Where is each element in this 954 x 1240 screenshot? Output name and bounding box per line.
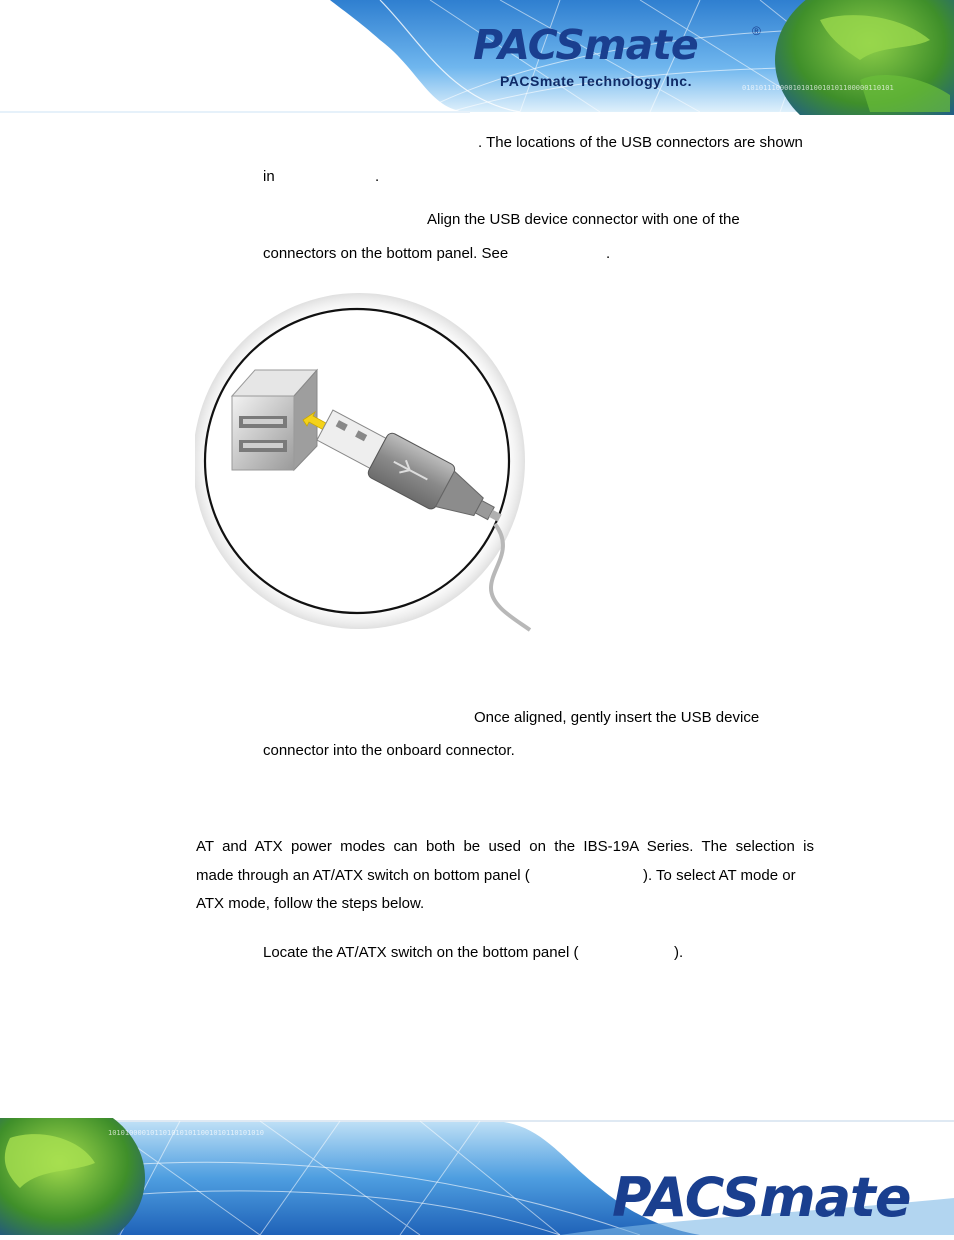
step-usb-insert-line1: Once aligned, gently insert the USB device [474, 709, 760, 726]
power-mode-paragraph-line2a: made through an AT/ATX switch on bottom panel ( [196, 867, 530, 884]
brand-logo: PACSmate [473, 21, 698, 69]
registered-mark: ® [752, 24, 761, 38]
step-locate-switch-a: Locate the AT/ATX switch on the bottom panel ( [263, 944, 579, 961]
page-footer [0, 1118, 954, 1235]
usb-connection-illustration [195, 288, 565, 633]
footer-brand-logo: PACSmate [612, 1166, 911, 1229]
usb-connection-figure [195, 288, 565, 633]
footer-binary-strip: 1010100001011010101011001010110101010 [108, 1129, 264, 1137]
page-header [0, 0, 954, 115]
step-usb-align-line1: Align the USB device connector with one of the [427, 211, 740, 228]
power-mode-paragraph-line2b: ). To select AT mode or [643, 867, 796, 884]
company-name: PACSmate Technology Inc. [500, 73, 692, 89]
power-mode-paragraph-line1: AT and ATX power modes can both be used on the IBS-19A Series. The selection is [196, 838, 814, 855]
step-usb-insert-line2: connector into the onboard connector. [263, 742, 515, 759]
step-usb-locate-text: . The locations of the USB connectors are shown [478, 134, 803, 151]
power-mode-paragraph-line3: ATX mode, follow the steps below. [196, 895, 425, 912]
step-usb-align-line2: connectors on the bottom panel. See [263, 245, 509, 262]
binary-strip: 010101110000101010010101100000110101 [742, 84, 894, 92]
step-locate-switch-b: ). [674, 944, 684, 961]
step-usb-locate-in: in [263, 168, 275, 185]
step-usb-locate-period: . [375, 168, 380, 185]
step-usb-align-period: . [606, 245, 611, 262]
